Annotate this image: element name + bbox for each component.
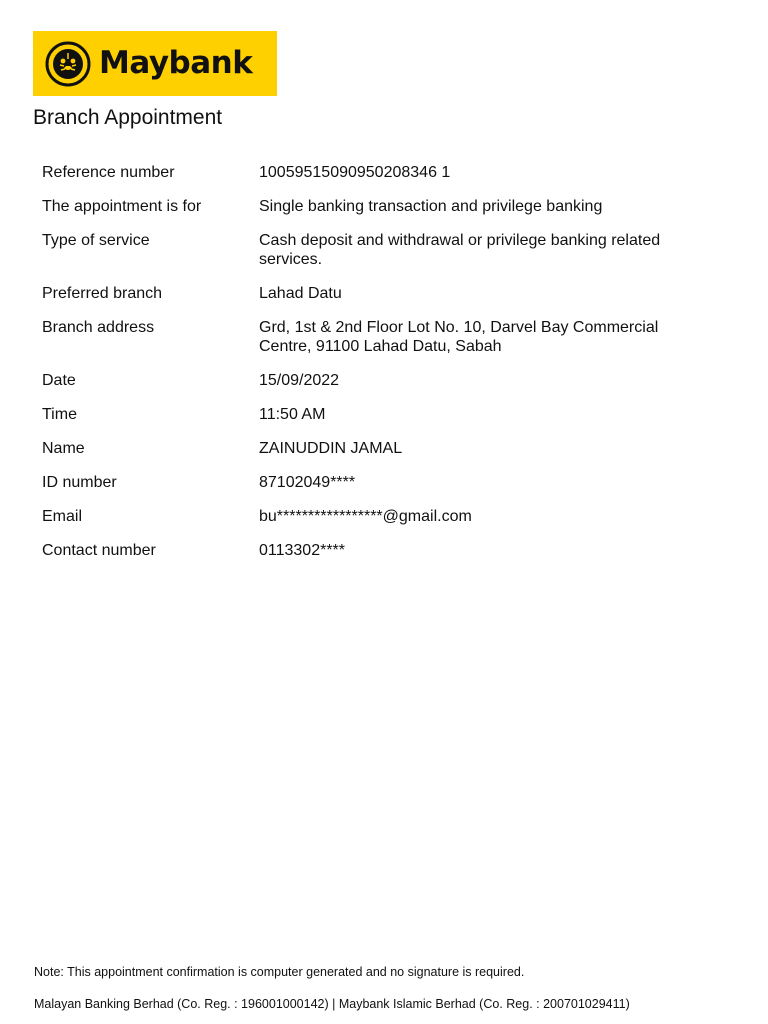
detail-value: 10059515090950208346 1: [259, 164, 451, 181]
detail-value: 0113302****: [259, 542, 346, 559]
detail-label: Type of service: [42, 232, 150, 249]
detail-value: Single banking transaction and privilege banking: [259, 198, 603, 215]
detail-row-branch-address: [42, 318, 702, 371]
detail-label: Email: [42, 508, 83, 525]
detail-row-id-number: [42, 473, 702, 507]
detail-row-type-of-service: [42, 231, 702, 284]
detail-row-time: [42, 405, 702, 439]
detail-row-email: [42, 507, 702, 541]
detail-value: Grd, 1st & 2nd Floor Lot No. 10, Darvel Bay Commercial Centre, 91100 Lahad Datu, Sabah: [259, 319, 659, 355]
detail-row-contact-number: [42, 541, 702, 575]
detail-label: Date: [42, 372, 76, 389]
detail-row-name: [42, 439, 702, 473]
detail-value: 11:50 AM: [259, 406, 326, 423]
detail-row-date: [42, 371, 702, 405]
detail-value: 15/09/2022: [259, 372, 340, 389]
detail-label: Reference number: [42, 164, 175, 181]
detail-label: The appointment is for: [42, 198, 202, 215]
detail-row-preferred-branch: [42, 284, 702, 318]
detail-label: Contact number: [42, 542, 156, 559]
footer-note: Note: This appointment confirmation is computer generated and no signature is required.: [34, 965, 525, 979]
maybank-logo: [33, 31, 277, 96]
detail-value: ZAINUDDIN JAMAL: [259, 440, 403, 457]
detail-row-reference-number: [42, 163, 702, 197]
detail-label: Name: [42, 440, 85, 457]
detail-row-appointment-for: [42, 197, 702, 231]
detail-label: Branch address: [42, 319, 155, 336]
detail-value: bu*****************@gmail.com: [259, 508, 472, 525]
brand-name: Maybank: [99, 45, 253, 81]
detail-value: Cash deposit and withdrawal or privilege banking related services.: [259, 232, 661, 268]
detail-label: ID number: [42, 474, 117, 491]
detail-value: Lahad Datu: [259, 285, 342, 302]
detail-label: Preferred branch: [42, 285, 163, 302]
detail-value: 87102049****: [259, 474, 356, 491]
appointment-details: [42, 163, 702, 575]
tiger-head-icon: [45, 41, 91, 87]
company-registration: Malayan Banking Berhad (Co. Reg. : 196001000142) | Maybank Islamic Berhad (Co. Reg. : 200701029411): [34, 997, 630, 1011]
detail-label: Time: [42, 406, 77, 423]
page-title: Branch Appointment: [33, 106, 223, 129]
